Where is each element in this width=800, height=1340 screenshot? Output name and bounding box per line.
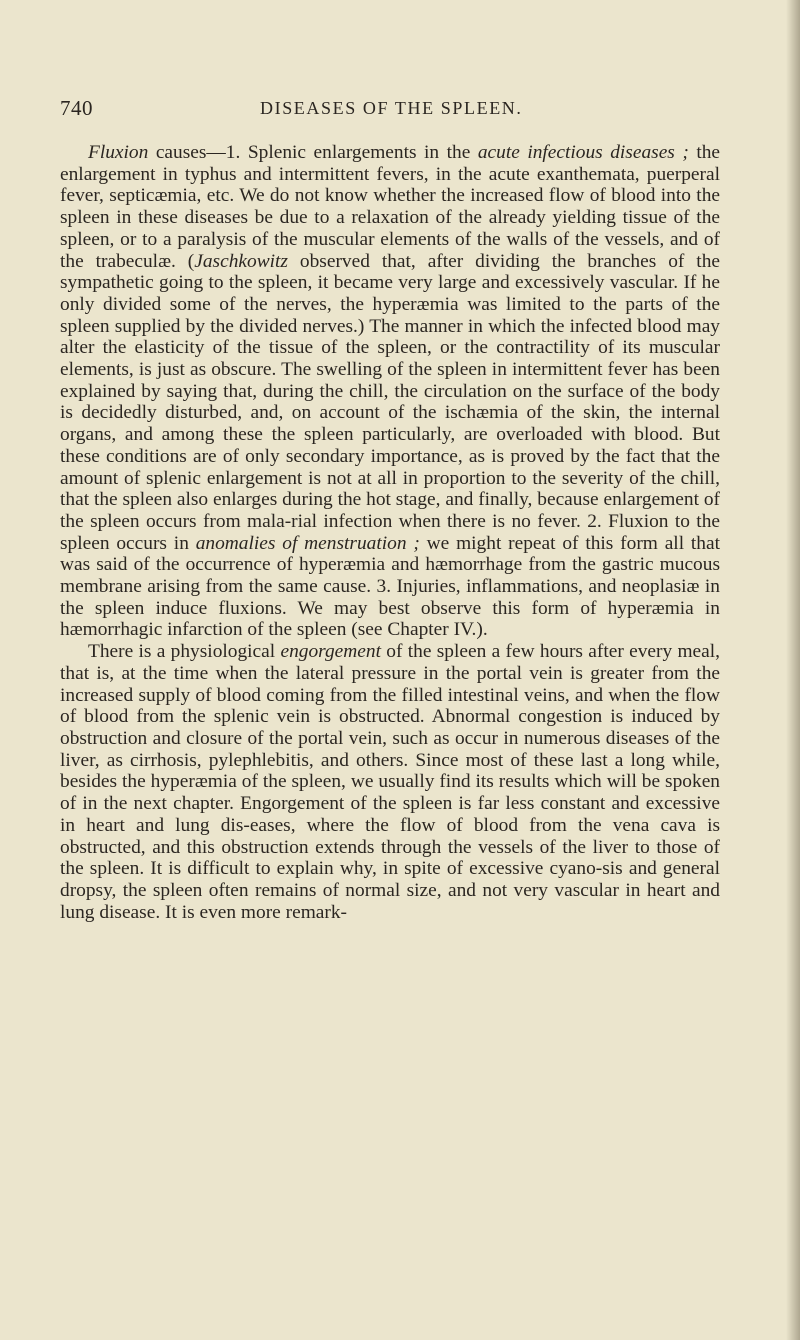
paragraph-fluxion (60, 142, 720, 641)
text-run: of the spleen a few hours after every meal, that is, at the time when the lateral pressure in the portal vein is greater from the increased supply of blood coming from the filled intestinal veins, and when the flow of blood from the splenic vein is obstructed. Abnormal congestion is induced by obstruction and closure of the portal vein, such as occur in numerous diseases of the liver, as cirrhosis, pylephlebitis, and others. Since most of these last a long while, besides the hyperæmia of the spleen, we usually find its results which will be spoken of in the next chapter. Engorgement of the spleen is far less constant and excessive in heart and lung dis-eases, where the flow of blood from the vena cava is obstructed, and this obstruction extends through the vessels of the liver to those of the spleen. It is difficult to explain why, in spite of excessive cyano-sis and general dropsy, the spleen often remains of normal size, and not very vascular in heart and lung disease. It is even more remark- (60, 641, 720, 923)
paragraph-engorgement (60, 641, 720, 923)
page-edge-shadow (786, 0, 800, 1340)
author-jaschkowitz: Jaschkowitz (194, 250, 288, 272)
term-acute-infectious-diseases: acute infectious diseases ; (477, 142, 689, 163)
body-text (60, 142, 720, 923)
term-fluxion: Fluxion (88, 142, 149, 163)
running-head: DISEASES OF THE SPLEEN. (260, 98, 523, 118)
term-engorgement: engorgement (280, 641, 381, 663)
page-number: 740 (60, 96, 93, 120)
text-run: observed that, after dividing the branches of the sympathetic going to the spleen, it became very large and excessively vascular. If he only divided some of the nerves, the hyperæmia was limited to the parts of the spleen supplied by the divided nerves.) The manner in which the infected blood may alter the elasticity of the tissue of the spleen, or the contractility of its muscular elements, is just as obscure. The swelling of the spleen in intermittent fever has been explained by saying that, during the chill, the circulation on the surface of the body is decidedly disturbed, and, on account of the ischæmia of the skin, the internal organs, and among these the spleen particularly, are overloaded with blood. But these conditions are of only secondary importance, as is proved by the fact that the amount of splenic enlargement is not at all in proportion to the severity of the chill, that the spleen also enlarges during the hot stage, and finally, because enlargement of the spleen occurs from mala-rial infection when there is no fever. 2. Fluxion to the spleen occurs in (60, 250, 720, 554)
page-header (60, 96, 720, 126)
term-anomalies-of-menstruation: anomalies of menstruation ; (195, 532, 420, 554)
text-run: causes—1. Splenic enlargements in the (148, 142, 478, 163)
text-run: the enlargement in typhus and intermittent fevers, in the acute exanthemata, puerperal fever, septicæmia, etc. We do not know whether the increased flow of blood into the spleen in these diseases be due to a relaxation of the already yielding tissue of the spleen, or to a paralysis of the muscular elements of the walls of the vessels, and of the trabeculæ. ( (60, 142, 721, 272)
text-run: There is a physiological (88, 641, 281, 663)
text-run: we might repeat of this form all that was said of the occurrence of hyperæmia and hæmorrhage from the gastric mucous membrane arising from the same cause. 3. Injuries, inflammations, and neoplasiæ in the spleen induce fluxions. We may best observe this form of hyperæmia in hæmorrhagic infarction of the spleen (see Chapter IV.). (60, 532, 720, 641)
